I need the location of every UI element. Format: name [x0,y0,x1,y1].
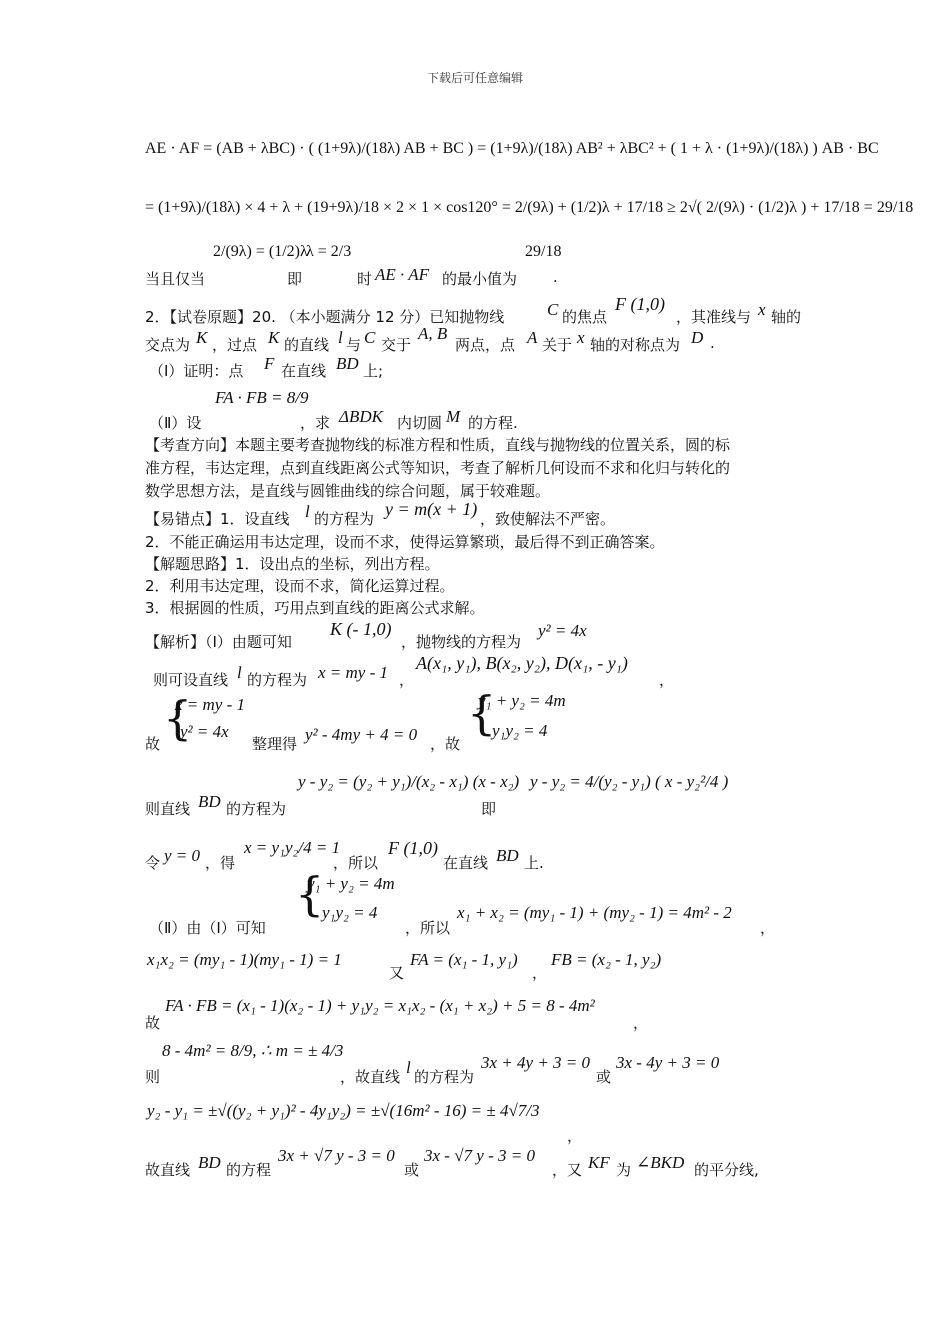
math-l2: l [305,502,310,521]
math-F: F (1,0) [615,294,665,314]
math-y-diff: y₂ - y₁ = ±√((y₂ + y₁)² - 4y₁y₂) = ±√(16m² - 16) = ± 4√7/3 [147,1101,540,1120]
text-points: 两点，点 [455,336,516,354]
system2-eq2: y₁y₂ = 4 [492,721,548,740]
idea-2: 2．利用韦达定理，设而不求，简化运算过程。 [145,577,455,595]
text-thus-line-2: 故直线 [145,1161,191,1179]
math-dot-condition: FA · FB = 8/9 [215,388,309,407]
text-also-2: ，又 [552,1161,583,1179]
system1-eq2: y² = 4x [180,722,229,741]
text-pitfall-tail: ，致使解法不严密。 [480,510,616,528]
page-header: 下载后可任意编辑 [426,71,523,85]
text-bisector: 的平分线, [694,1161,759,1179]
math-AB: A, B [418,324,448,343]
math-m-value: 8 - 4m² = 8/9, ∴ m = ± 4/3 [162,1041,344,1060]
math-x2: x [577,328,585,347]
math-l4: l [406,1058,411,1077]
text-or-2: 或 [404,1161,420,1179]
math-line-1: 3x + 4y + 3 = 0 [481,1053,591,1072]
text-with: 与 [346,336,362,354]
system-brace-1: { [163,691,193,745]
text-on-line-2: 在直线 [443,854,489,872]
text-let-line: 则可设直线 [153,671,229,689]
math-sum-x: x₁ + x₂ = (my₁ - 1) + (my₂ - 1) = 4m² - 2 [457,903,732,922]
math-x: x [758,300,766,319]
math-BD4: BD [198,1153,221,1172]
text-eq-is-2: 的方程为 [247,671,308,689]
focus-line-1: 【考查方向】本题主要考查抛物线的标准方程和性质，直线与抛物线的位置关系，圆的标 [145,436,731,454]
text-ie: 即 [287,270,303,288]
math-BD2: BD [198,792,221,811]
text-directrix: ，其准线与 [676,308,752,326]
math-BD3: BD [496,846,519,865]
text-incircle: 内切圆 [397,414,443,432]
system1-eq1: x = my - 1 [175,695,246,714]
text-comma: ， [399,671,415,689]
text-period: . [553,268,558,286]
idea-3: 3．根据圆的性质，巧用点到直线的距离公式求解。 [145,599,485,617]
math-K-point: K (- 1,0) [330,619,392,639]
problem-intro: 2．【试卷原题】20. （本小题满分 12 分）已知抛物线 [145,308,505,326]
text-comma-4: ， [532,964,548,982]
text-when: 时 [357,270,373,288]
text-simplify: 整理得 [252,735,298,753]
part2-let: （Ⅱ）设 [149,414,202,432]
text-is: 为 [616,1161,632,1179]
text-through: ，过点 [212,336,258,354]
text-comma-5: ， [633,1014,649,1032]
text-on: 上; [363,362,384,380]
formula-lambda: λ = 2/3 [306,243,352,260]
part2-start: （Ⅱ）由（Ⅰ）可知 [149,919,266,937]
text-ie-2: 即 [481,800,497,818]
math-BD: BD [336,354,359,373]
math-KF: KF [588,1153,610,1172]
pitfall-2: 2．不能正确运用韦达定理，设而不求，使得运算繁琐，最后得不到正确答案。 [145,533,665,551]
math-angle: ∠BKD [636,1153,685,1172]
idea-1: 【解题思路】1．设出点的坐标，列出方程。 [145,555,440,573]
formula-line-2: = (1+9λ)/(18λ) × 4 + λ + (19+9λ)/18 × 2 × 1 × cos120° = 2/(9λ) + (1/2)λ + 17/18 ≥ 2√( 2/(9λ) · (1/2)λ ) + 17/18 = 29/18 [145,199,914,216]
text-thus-line: ，故直线 [340,1068,401,1086]
math-product-x: x₁x₂ = (my₁ - 1)(my₁ - 1) = 1 [147,950,342,969]
text-comma-2: ， [659,671,675,689]
system-brace-3: { [295,867,325,921]
text-set: 令 [145,854,161,872]
formula-condition: 2/(9λ) = (1/2)λ [213,243,308,260]
math-A: A [527,328,538,347]
math-C: C [547,300,559,319]
text-period-2: . [710,334,715,352]
text-on-line: 在直线 [281,362,327,380]
math-F-point: F (1,0) [388,838,438,858]
text-parabola-eq: ，抛物线的方程为 [401,633,522,651]
math-line-eq: y = m(x + 1) [385,499,478,519]
system3-eq1: y₁ + y₂ = 4m [307,874,395,893]
math-line-2: 3x - 4y + 3 = 0 [616,1053,720,1072]
text-line: 的直线 [284,336,330,354]
text-focus: 的焦点 [562,308,608,326]
text-so: ，所以 [333,854,379,872]
part1-prove: （Ⅰ）证明：点 [149,362,244,380]
math-dot-expand: FA · FB = (x₁ - 1)(x₂ - 1) + y₁y₂ = x₁x₂ - (x₁ + x₂) + 5 = 8 - 4m² [165,996,595,1015]
text-also: 又 [389,964,405,982]
math-C2: C [364,328,376,347]
math-y0: y = 0 [164,846,201,865]
math-points: A(x₁, y₁), B(x₂, y₂), D(x₁, - y₁) [416,653,628,673]
system2-eq1: y₁ + y₂ = 4m [478,691,566,710]
math-l: l [338,328,343,347]
text-so-2: ，所以 [405,919,451,937]
text-thus-3: 故 [145,1014,161,1032]
system3-eq2: y₁y₂ = 4 [322,903,378,922]
text-min-value: 的最小值为 [442,270,518,288]
text-condition: 当且仅当 [145,270,206,288]
math-BD-eq-2: y - y₂ = 4/(y₂ - y₁) ( x - y₂²/4 ) [530,772,729,791]
math-K: K [196,328,208,347]
text-eq-is: 的方程为 [314,510,375,528]
text-thus: 故 [145,735,161,753]
text-thus-2: ，故 [430,735,461,753]
math-FA: FA = (x₁ - 1, y₁) [410,950,518,969]
solution-start: 【解析】（Ⅰ）由题可知 [145,633,292,651]
text-about: 关于 [542,336,573,354]
text-eq-is-3: 的方程为 [226,800,287,818]
text-comma-3: ， [760,919,776,937]
formula-dot-product: AE · AF [375,265,429,284]
text-on-2: 上. [524,854,544,872]
math-parabola: y² = 4x [538,621,587,640]
text-meet: 交于 [381,336,412,354]
text-eq-is-4: 的方程为 [414,1068,475,1086]
math-D: D [691,328,704,347]
text-equation: 的方程. [468,414,518,432]
formula-line-1: AE · AF = (AB + λBC) · ( (1+9λ)/(18λ) AB + BC ) = (1+9λ)/(18λ) AB² + λBC² + ( 1 + λ · (1+9λ)/(18λ) ) AB · BC [145,140,879,157]
math-BD-eq: y - y₂ = (y₂ + y₁)/(x₂ - x₁) (x - x₂) [298,772,520,791]
focus-line-2: 准方程，韦达定理，点到直线距离公式等知识，考查了解析几何设而不求和化归与转化的 [145,459,731,477]
math-l3: l [237,663,242,682]
math-x-value: x = y₁y₂/4 = 1 [244,838,341,857]
text-line-BD: 则直线 [145,800,191,818]
math-F2: F [264,354,275,373]
text-intersect: 交点为 [145,336,191,354]
text-eq-of: 的方程 [226,1161,272,1179]
text-comma-6: ， [567,1127,583,1145]
formula-min-value: 29/18 [525,243,562,260]
text-axis: 轴的 [771,308,802,326]
text-find: ，求 [300,414,331,432]
system-brace-2: { [467,686,497,740]
focus-line-3: 数学思想方法，是直线与圆锥曲线的综合问题，属于较难题。 [145,482,551,500]
text-then: 则 [145,1068,161,1086]
math-quadratic: y² - 4my + 4 = 0 [305,725,418,744]
math-BD-line-2: 3x - √7 y - 3 = 0 [424,1146,535,1165]
text-or: 或 [596,1068,612,1086]
text-get: ，得 [205,854,236,872]
math-FB: FB = (x₂ - 1, y₂) [551,950,662,969]
math-x-my: x = my - 1 [318,663,389,682]
math-M: M [446,407,461,426]
math-BD-line-1: 3x + √7 y - 3 = 0 [278,1146,395,1165]
math-triangle: ΔBDK [339,407,383,426]
math-K2: K [268,328,280,347]
text-symmetric: 轴的对称点为 [590,336,681,354]
pitfall-1: 【易错点】1．设直线 [145,510,290,528]
